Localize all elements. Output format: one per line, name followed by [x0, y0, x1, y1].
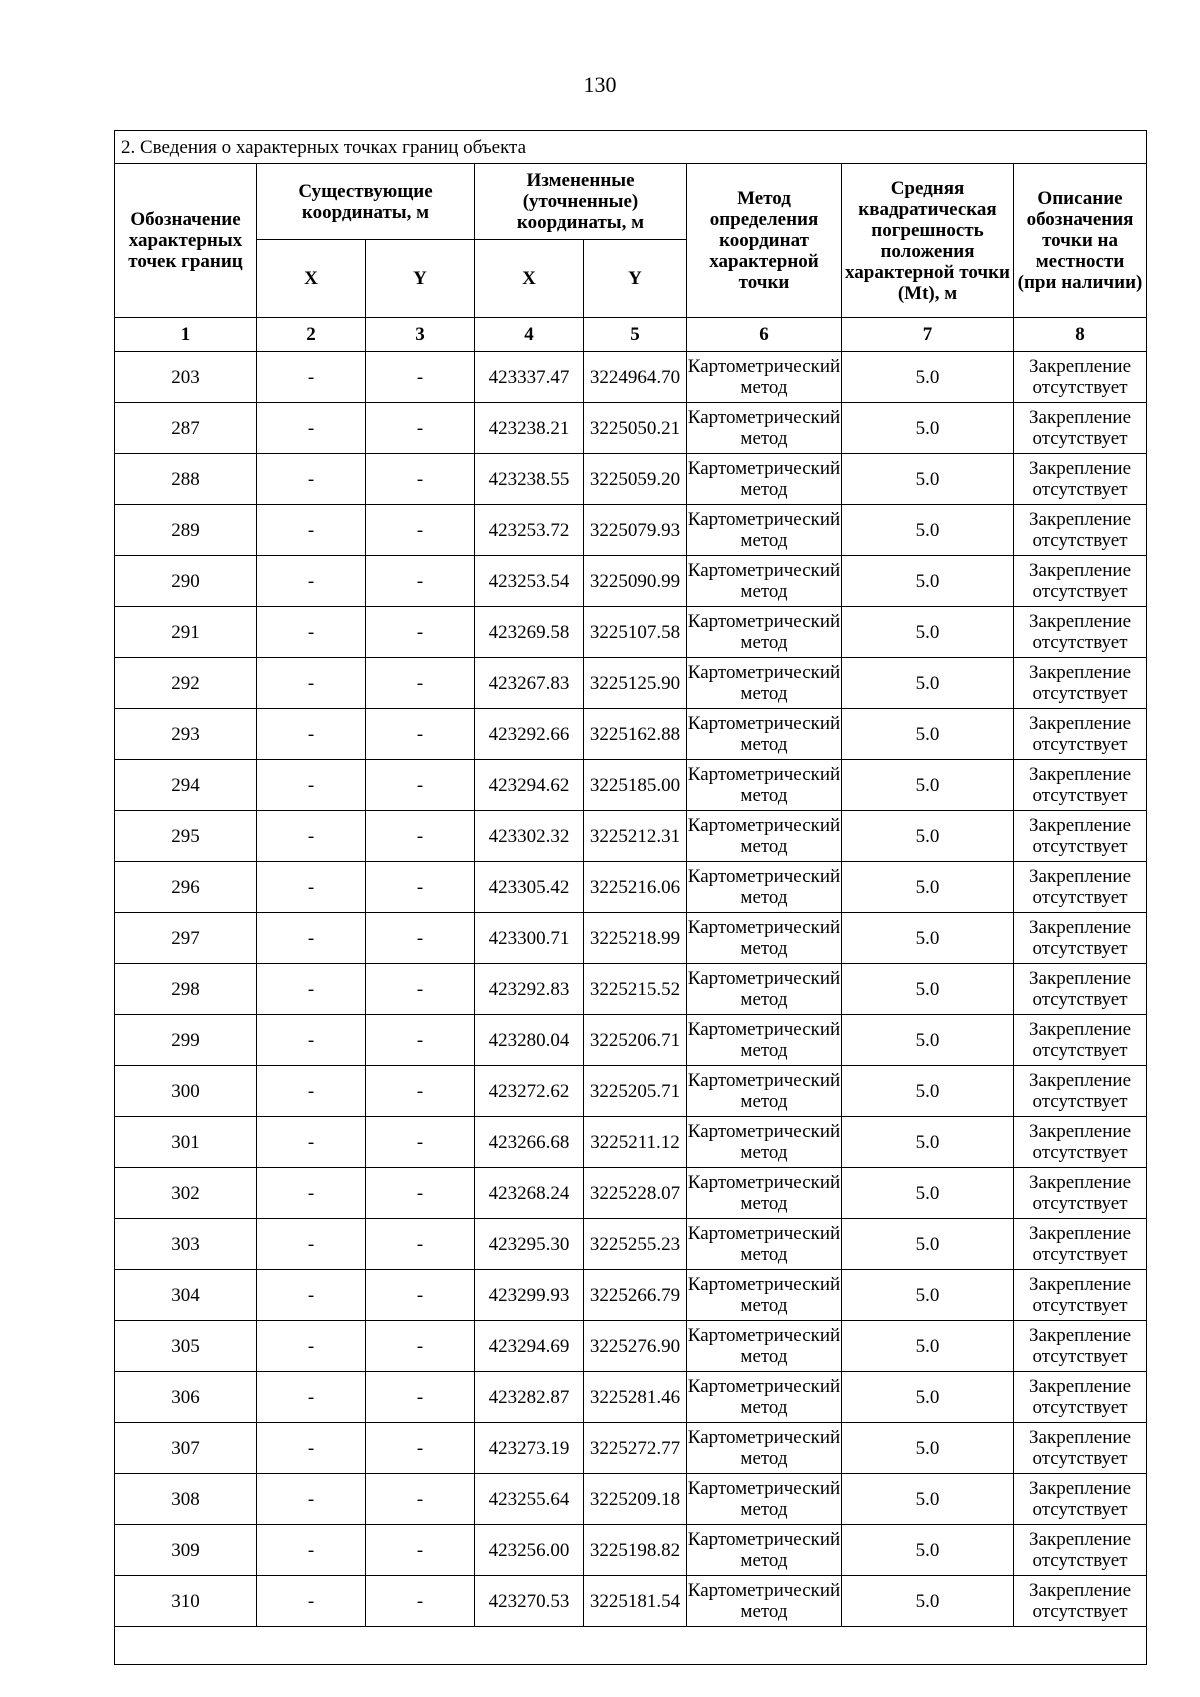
column-number: 2: [257, 318, 366, 352]
page-number: 130: [583, 72, 617, 97]
description-cell: Закрепление отсутствует: [1014, 913, 1147, 964]
description-cell: Закрепление отсутствует: [1014, 1219, 1147, 1270]
existing-x-cell: -: [257, 1066, 366, 1117]
point-label-cell: 309: [115, 1525, 257, 1576]
existing-x-cell: -: [257, 1117, 366, 1168]
table-row: [115, 403, 1147, 454]
description-cell: Закрепление отсутствует: [1014, 862, 1147, 913]
existing-x-cell: -: [257, 1270, 366, 1321]
existing-y-cell: -: [366, 760, 475, 811]
header-changed-x: X: [475, 240, 584, 318]
method-cell: Картометрический метод: [687, 1525, 842, 1576]
changed-y-cell: 3225079.93: [584, 505, 687, 556]
changed-y-cell: 3225107.58: [584, 607, 687, 658]
description-cell: Закрепление отсутствует: [1014, 1270, 1147, 1321]
table-row: [115, 352, 1147, 403]
existing-y-cell: -: [366, 964, 475, 1015]
header-point-label: Обозначение характерных точек границ: [115, 164, 257, 318]
description-cell: Закрепление отсутствует: [1014, 811, 1147, 862]
changed-x-cell: 423273.19: [475, 1423, 584, 1474]
changed-x-cell: 423253.72: [475, 505, 584, 556]
table-row: [115, 1525, 1147, 1576]
error-cell: 5.0: [842, 454, 1014, 505]
existing-y-cell: -: [366, 1576, 475, 1627]
changed-y-cell: 3225211.12: [584, 1117, 687, 1168]
column-number: 1: [115, 318, 257, 352]
existing-x-cell: -: [257, 1015, 366, 1066]
table-row: [115, 1423, 1147, 1474]
point-label-cell: 304: [115, 1270, 257, 1321]
description-cell: Закрепление отсутствует: [1014, 1066, 1147, 1117]
point-label-cell: 291: [115, 607, 257, 658]
existing-x-cell: -: [257, 964, 366, 1015]
existing-y-cell: -: [366, 1066, 475, 1117]
method-cell: Картометрический метод: [687, 352, 842, 403]
existing-y-cell: -: [366, 352, 475, 403]
method-cell: Картометрический метод: [687, 403, 842, 454]
point-label-cell: 308: [115, 1474, 257, 1525]
changed-x-cell: 423267.83: [475, 658, 584, 709]
existing-y-cell: -: [366, 709, 475, 760]
table-row: [115, 556, 1147, 607]
column-number: 8: [1014, 318, 1147, 352]
table-row: [115, 1066, 1147, 1117]
changed-x-cell: 423269.58: [475, 607, 584, 658]
error-cell: 5.0: [842, 658, 1014, 709]
point-label-cell: 297: [115, 913, 257, 964]
point-label-cell: 290: [115, 556, 257, 607]
changed-y-cell: 3225205.71: [584, 1066, 687, 1117]
existing-x-cell: -: [257, 709, 366, 760]
table-empty-row: [115, 1627, 1147, 1665]
error-cell: 5.0: [842, 1321, 1014, 1372]
table-row: [115, 760, 1147, 811]
description-cell: Закрепление отсутствует: [1014, 403, 1147, 454]
existing-x-cell: -: [257, 658, 366, 709]
changed-x-cell: 423255.64: [475, 1474, 584, 1525]
description-cell: Закрепление отсутствует: [1014, 1372, 1147, 1423]
method-cell: Картометрический метод: [687, 862, 842, 913]
existing-y-cell: -: [366, 454, 475, 505]
description-cell: Закрепление отсутствует: [1014, 1168, 1147, 1219]
changed-y-cell: 3225255.23: [584, 1219, 687, 1270]
table-row: [115, 1270, 1147, 1321]
method-cell: Картометрический метод: [687, 1270, 842, 1321]
table-row: [115, 505, 1147, 556]
description-cell: Закрепление отсутствует: [1014, 607, 1147, 658]
description-cell: Закрепление отсутствует: [1014, 1474, 1147, 1525]
point-label-cell: 310: [115, 1576, 257, 1627]
error-cell: 5.0: [842, 1423, 1014, 1474]
changed-y-cell: 3225059.20: [584, 454, 687, 505]
existing-x-cell: -: [257, 1372, 366, 1423]
existing-y-cell: -: [366, 1372, 475, 1423]
point-label-cell: 300: [115, 1066, 257, 1117]
table-row: [115, 1321, 1147, 1372]
changed-x-cell: 423292.66: [475, 709, 584, 760]
error-cell: 5.0: [842, 1168, 1014, 1219]
header-changed-coords: Измененные (уточненные) координаты, м: [475, 164, 687, 240]
point-label-cell: 298: [115, 964, 257, 1015]
column-number: 4: [475, 318, 584, 352]
existing-x-cell: -: [257, 913, 366, 964]
table-row: [115, 1219, 1147, 1270]
column-number: 6: [687, 318, 842, 352]
error-cell: 5.0: [842, 709, 1014, 760]
table-row: [115, 1576, 1147, 1627]
changed-x-cell: 423305.42: [475, 862, 584, 913]
description-cell: Закрепление отсутствует: [1014, 1423, 1147, 1474]
empty-cell: [115, 1627, 1147, 1665]
existing-y-cell: -: [366, 607, 475, 658]
point-label-cell: 294: [115, 760, 257, 811]
section-title: 2. Сведения о характерных точках границ объекта: [115, 131, 1147, 164]
method-cell: Картометрический метод: [687, 964, 842, 1015]
table-row: [115, 454, 1147, 505]
table-row: [115, 607, 1147, 658]
changed-x-cell: 423270.53: [475, 1576, 584, 1627]
existing-x-cell: -: [257, 1219, 366, 1270]
description-cell: Закрепление отсутствует: [1014, 1117, 1147, 1168]
point-label-cell: 293: [115, 709, 257, 760]
error-cell: 5.0: [842, 1372, 1014, 1423]
method-cell: Картометрический метод: [687, 760, 842, 811]
error-cell: 5.0: [842, 811, 1014, 862]
existing-x-cell: -: [257, 1525, 366, 1576]
changed-y-cell: 3225206.71: [584, 1015, 687, 1066]
table-row: [115, 964, 1147, 1015]
error-cell: 5.0: [842, 1474, 1014, 1525]
header-changed-y: Y: [584, 240, 687, 318]
changed-x-cell: 423266.68: [475, 1117, 584, 1168]
method-cell: Картометрический метод: [687, 454, 842, 505]
existing-y-cell: -: [366, 1321, 475, 1372]
existing-x-cell: -: [257, 1474, 366, 1525]
method-cell: Картометрический метод: [687, 1321, 842, 1372]
method-cell: Картометрический метод: [687, 1474, 842, 1525]
existing-y-cell: -: [366, 403, 475, 454]
description-cell: Закрепление отсутствует: [1014, 556, 1147, 607]
point-label-cell: 296: [115, 862, 257, 913]
existing-x-cell: -: [257, 505, 366, 556]
existing-x-cell: -: [257, 1576, 366, 1627]
description-cell: Закрепление отсутствует: [1014, 709, 1147, 760]
table-row: [115, 1168, 1147, 1219]
changed-x-cell: 423337.47: [475, 352, 584, 403]
header-existing-coords: Существующие координаты, м: [257, 164, 475, 240]
description-cell: Закрепление отсутствует: [1014, 454, 1147, 505]
changed-x-cell: 423295.30: [475, 1219, 584, 1270]
error-cell: 5.0: [842, 1015, 1014, 1066]
point-label-cell: 292: [115, 658, 257, 709]
existing-x-cell: -: [257, 607, 366, 658]
changed-x-cell: 423292.83: [475, 964, 584, 1015]
point-label-cell: 203: [115, 352, 257, 403]
column-number: 7: [842, 318, 1014, 352]
existing-x-cell: -: [257, 403, 366, 454]
description-cell: Закрепление отсутствует: [1014, 1321, 1147, 1372]
point-label-cell: 289: [115, 505, 257, 556]
changed-y-cell: 3225266.79: [584, 1270, 687, 1321]
error-cell: 5.0: [842, 556, 1014, 607]
existing-y-cell: -: [366, 1168, 475, 1219]
changed-y-cell: 3225185.00: [584, 760, 687, 811]
existing-y-cell: -: [366, 1474, 475, 1525]
changed-y-cell: 3225090.99: [584, 556, 687, 607]
existing-y-cell: -: [366, 811, 475, 862]
header-existing-y: Y: [366, 240, 475, 318]
existing-x-cell: -: [257, 556, 366, 607]
existing-y-cell: -: [366, 556, 475, 607]
method-cell: Картометрический метод: [687, 1576, 842, 1627]
table-row: [115, 811, 1147, 862]
existing-y-cell: -: [366, 1015, 475, 1066]
method-cell: Картометрический метод: [687, 913, 842, 964]
table-row: [115, 913, 1147, 964]
error-cell: 5.0: [842, 505, 1014, 556]
changed-x-cell: 423268.24: [475, 1168, 584, 1219]
changed-y-cell: 3225218.99: [584, 913, 687, 964]
point-label-cell: 306: [115, 1372, 257, 1423]
changed-x-cell: 423300.71: [475, 913, 584, 964]
method-cell: Картометрический метод: [687, 1066, 842, 1117]
changed-y-cell: 3225276.90: [584, 1321, 687, 1372]
existing-y-cell: -: [366, 1117, 475, 1168]
existing-y-cell: -: [366, 862, 475, 913]
error-cell: 5.0: [842, 403, 1014, 454]
error-cell: 5.0: [842, 1525, 1014, 1576]
changed-x-cell: 423256.00: [475, 1525, 584, 1576]
error-cell: 5.0: [842, 964, 1014, 1015]
method-cell: Картометрический метод: [687, 1219, 842, 1270]
point-label-cell: 305: [115, 1321, 257, 1372]
column-number: 3: [366, 318, 475, 352]
changed-x-cell: 423299.93: [475, 1270, 584, 1321]
changed-y-cell: 3225281.46: [584, 1372, 687, 1423]
table-row: [115, 1117, 1147, 1168]
point-label-cell: 307: [115, 1423, 257, 1474]
changed-x-cell: 423272.62: [475, 1066, 584, 1117]
existing-y-cell: -: [366, 658, 475, 709]
point-label-cell: 299: [115, 1015, 257, 1066]
existing-y-cell: -: [366, 1525, 475, 1576]
coordinates-table: [114, 130, 1147, 1665]
method-cell: Картометрический метод: [687, 1117, 842, 1168]
existing-x-cell: -: [257, 1321, 366, 1372]
method-cell: Картометрический метод: [687, 1168, 842, 1219]
table-row: [115, 1015, 1147, 1066]
header-existing-x: X: [257, 240, 366, 318]
method-cell: Картометрический метод: [687, 709, 842, 760]
table-row: [115, 709, 1147, 760]
error-cell: 5.0: [842, 862, 1014, 913]
description-cell: Закрепление отсутствует: [1014, 352, 1147, 403]
changed-y-cell: 3225216.06: [584, 862, 687, 913]
existing-y-cell: -: [366, 913, 475, 964]
description-cell: Закрепление отсутствует: [1014, 1525, 1147, 1576]
changed-y-cell: 3225198.82: [584, 1525, 687, 1576]
existing-x-cell: -: [257, 454, 366, 505]
changed-x-cell: 423238.55: [475, 454, 584, 505]
description-cell: Закрепление отсутствует: [1014, 964, 1147, 1015]
point-label-cell: 287: [115, 403, 257, 454]
column-number: 5: [584, 318, 687, 352]
changed-y-cell: 3225272.77: [584, 1423, 687, 1474]
existing-x-cell: -: [257, 811, 366, 862]
changed-y-cell: 3225050.21: [584, 403, 687, 454]
point-label-cell: 288: [115, 454, 257, 505]
changed-x-cell: 423302.32: [475, 811, 584, 862]
point-label-cell: 301: [115, 1117, 257, 1168]
point-label-cell: 295: [115, 811, 257, 862]
point-label-cell: 302: [115, 1168, 257, 1219]
error-cell: 5.0: [842, 1270, 1014, 1321]
method-cell: Картометрический метод: [687, 556, 842, 607]
column-number-row: [115, 318, 1147, 352]
changed-x-cell: 423280.04: [475, 1015, 584, 1066]
error-cell: 5.0: [842, 1576, 1014, 1627]
changed-y-cell: 3224964.70: [584, 352, 687, 403]
existing-x-cell: -: [257, 1423, 366, 1474]
existing-x-cell: -: [257, 862, 366, 913]
description-cell: Закрепление отсутствует: [1014, 658, 1147, 709]
error-cell: 5.0: [842, 607, 1014, 658]
changed-y-cell: 3225125.90: [584, 658, 687, 709]
method-cell: Картометрический метод: [687, 1372, 842, 1423]
header-description: Описание обозначения точки на местности (при наличии): [1014, 164, 1147, 318]
method-cell: Картометрический метод: [687, 658, 842, 709]
changed-y-cell: 3225215.52: [584, 964, 687, 1015]
changed-x-cell: 423294.62: [475, 760, 584, 811]
existing-x-cell: -: [257, 352, 366, 403]
changed-y-cell: 3225212.31: [584, 811, 687, 862]
changed-y-cell: 3225209.18: [584, 1474, 687, 1525]
method-cell: Картометрический метод: [687, 811, 842, 862]
existing-y-cell: -: [366, 1219, 475, 1270]
existing-x-cell: -: [257, 760, 366, 811]
existing-y-cell: -: [366, 1270, 475, 1321]
error-cell: 5.0: [842, 352, 1014, 403]
table-row: [115, 1474, 1147, 1525]
description-cell: Закрепление отсутствует: [1014, 505, 1147, 556]
method-cell: Картометрический метод: [687, 1423, 842, 1474]
error-cell: 5.0: [842, 760, 1014, 811]
changed-y-cell: 3225162.88: [584, 709, 687, 760]
changed-y-cell: 3225181.54: [584, 1576, 687, 1627]
changed-y-cell: 3225228.07: [584, 1168, 687, 1219]
description-cell: Закрепление отсутствует: [1014, 1015, 1147, 1066]
table-row: [115, 862, 1147, 913]
method-cell: Картометрический метод: [687, 1015, 842, 1066]
point-label-cell: 303: [115, 1219, 257, 1270]
error-cell: 5.0: [842, 1066, 1014, 1117]
existing-y-cell: -: [366, 505, 475, 556]
error-cell: 5.0: [842, 1219, 1014, 1270]
error-cell: 5.0: [842, 1117, 1014, 1168]
changed-x-cell: 423253.54: [475, 556, 584, 607]
method-cell: Картометрический метод: [687, 607, 842, 658]
table-row: [115, 1372, 1147, 1423]
header-method: Метод определения координат характерной точки: [687, 164, 842, 318]
changed-x-cell: 423238.21: [475, 403, 584, 454]
existing-x-cell: -: [257, 1168, 366, 1219]
description-cell: Закрепление отсутствует: [1014, 1576, 1147, 1627]
changed-x-cell: 423282.87: [475, 1372, 584, 1423]
table-row: [115, 658, 1147, 709]
method-cell: Картометрический метод: [687, 505, 842, 556]
header-error: Средняя квадратическая погрешность положения характерной точки (Mt), м: [842, 164, 1014, 318]
description-cell: Закрепление отсутствует: [1014, 760, 1147, 811]
changed-x-cell: 423294.69: [475, 1321, 584, 1372]
existing-y-cell: -: [366, 1423, 475, 1474]
error-cell: 5.0: [842, 913, 1014, 964]
